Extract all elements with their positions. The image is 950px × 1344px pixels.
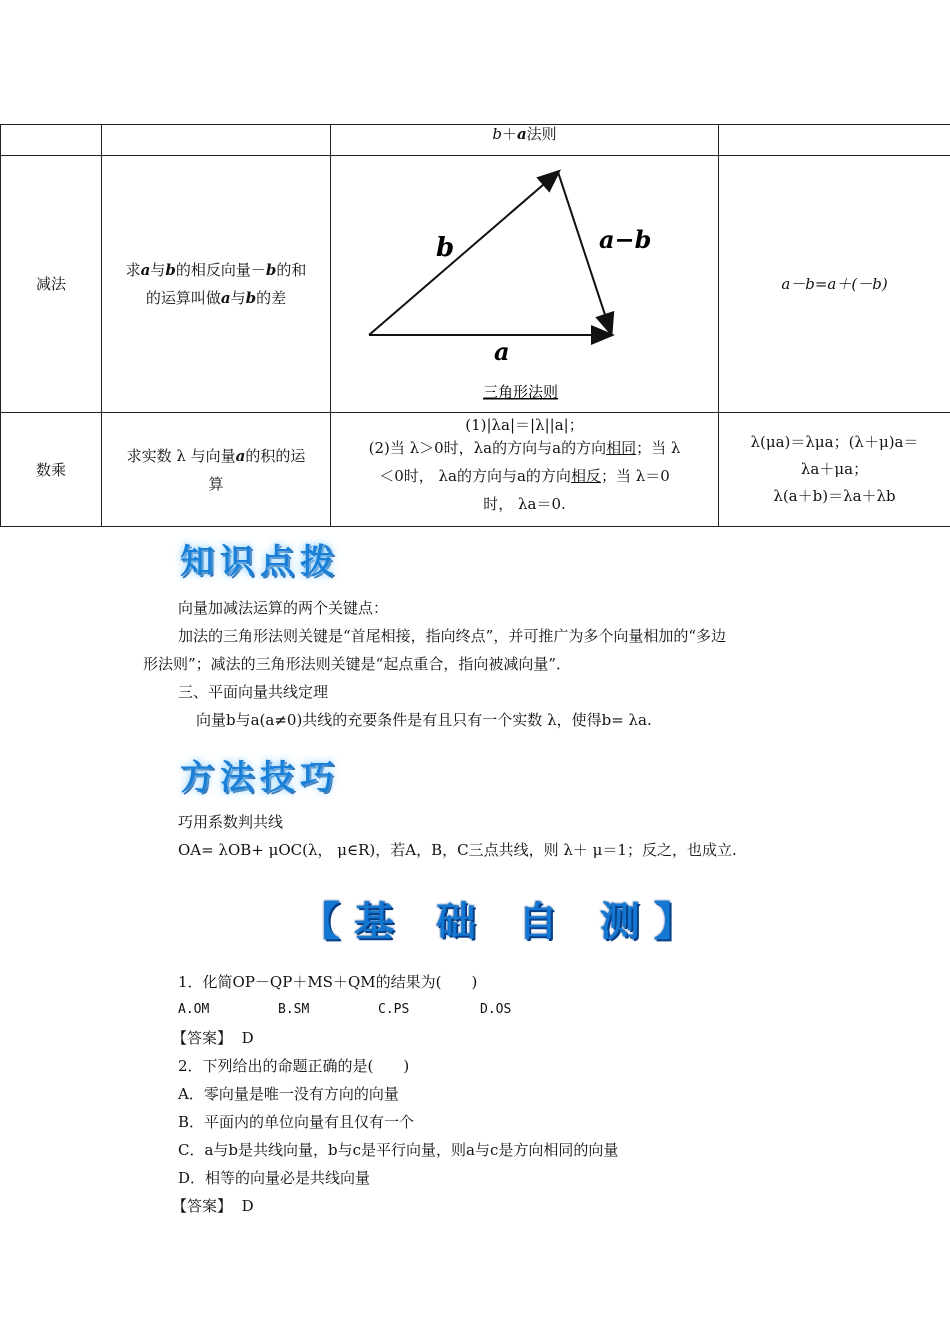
- question-2-option-c: C．a与b是共线向量，b与c是平行向量，则a与c是方向相同的向量: [178, 1141, 619, 1159]
- question-1-option-c: C.PS: [378, 1002, 410, 1017]
- table-row: [1, 413, 950, 527]
- question-1-option-a: A.OM: [178, 1002, 210, 1017]
- knowledge-line-2: 加法的三角形法则关键是“首尾相接，指向终点”，并可推广为多个向量相加的“多边: [178, 627, 727, 645]
- question-2-option-d: D．相等的向量必是共线向量: [178, 1169, 371, 1187]
- scalar-definition: 求实数 λ 与向量a的积的运 算: [102, 413, 331, 527]
- question-2-option-a: A．零向量是唯一没有方向的向量: [178, 1085, 399, 1103]
- label-a: a: [494, 337, 510, 366]
- subtraction-law: a－b=a＋(－b): [719, 156, 950, 413]
- label-b: b: [436, 233, 455, 263]
- method-banner: 方法技巧: [180, 758, 340, 798]
- table-row: [1, 156, 950, 413]
- table-row: [1, 125, 950, 156]
- collinear-theorem: 向量b与a(a≠0)共线的充要条件是有且只有一个实数 λ，使得b= λa.: [196, 711, 652, 729]
- scalar-laws: λ(μa)＝λμa；(λ＋μ)a＝ λa＋μa； λ(a＋b)＝λa＋λb: [719, 413, 950, 527]
- question-1-answer: 【答案】 D: [172, 1029, 254, 1047]
- addition-rule-caption: b＋a法则: [331, 125, 719, 156]
- row-name-scalar-multiplication: 数乘: [1, 413, 102, 527]
- subtraction-definition: 求a与b的相反向量－b的和 的运算叫做a与b的差: [102, 156, 331, 413]
- knowledge-line-1: 向量加减法运算的两个关键点：: [178, 599, 389, 617]
- triangle-rule-diagram: [331, 156, 719, 412]
- question-2-option-b: B．平面内的单位向量有且仅有一个: [178, 1113, 415, 1131]
- question-2-stem: 2．下列给出的命题正确的是( ): [178, 1057, 410, 1075]
- row-name-subtraction: 减法: [1, 156, 102, 413]
- triangle-rule-caption: 三角形法则: [483, 383, 559, 401]
- question-1-option-b: B.SM: [278, 1002, 310, 1017]
- knowledge-line-3: 形法则”；减法的三角形法则关键是“起点重合，指向被减向量”．: [143, 655, 572, 673]
- section-heading-collinear: 三、平面向量共线定理: [178, 683, 329, 701]
- method-line-2: OA= λOB+ μOC(λ， μ∈R)，若A，B，C三点共线，则 λ＋ μ＝1；反之，也成立.: [178, 841, 737, 859]
- question-2-answer: 【答案】 D: [172, 1197, 254, 1215]
- question-1-option-d: D.OS: [480, 1002, 512, 1017]
- label-a-minus-b: a−b: [599, 225, 652, 254]
- operations-table: [0, 124, 950, 527]
- subtraction-figure-cell: [331, 156, 719, 413]
- section-title-basic-test: 【基 础 自 测】: [300, 899, 708, 945]
- vector-b-arrow: [369, 172, 558, 335]
- method-line-1: 巧用系数判共线: [178, 813, 284, 831]
- knowledge-banner: 知识点拨: [180, 542, 340, 582]
- scalar-properties: (1)|λa|＝|λ||a|； (2)当 λ＞0时，λa的方向与a的方向相同；当 λ ＜0时， λa的方向与a的方向相反；当 λ＝0 时， λa＝0.: [331, 413, 719, 527]
- question-1-stem: 1．化简OP－QP＋MS＋QM的结果为( ): [178, 973, 478, 991]
